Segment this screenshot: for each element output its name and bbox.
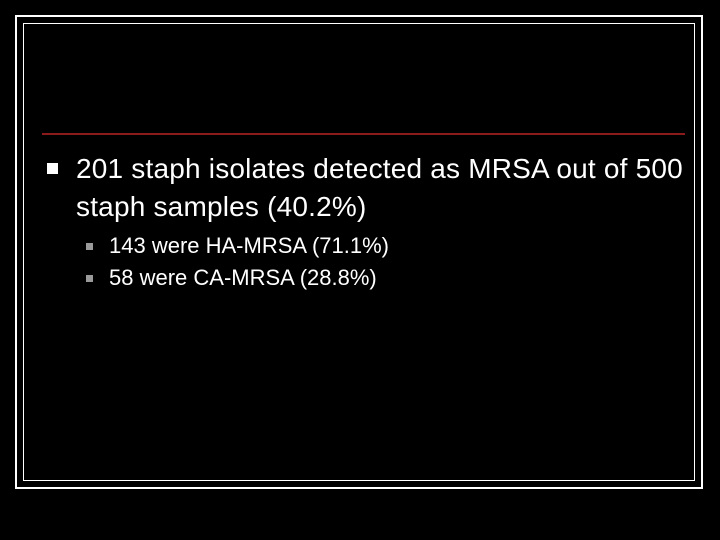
title-divider-line [42,133,685,135]
small-square-bullet-icon [86,243,93,250]
small-square-bullet-icon [86,275,93,282]
sub-bullet-text: 58 were CA-MRSA (28.8%) [109,265,377,290]
sub-bullet-list [86,230,686,294]
bullet-item [47,150,687,226]
square-bullet-icon [47,163,58,174]
sub-bullet-text: 143 were HA-MRSA (71.1%) [109,233,389,258]
bullet-text: 201 staph isolates detected as MRSA out of 500 staph samples (40.2%) [76,153,683,222]
sub-bullet-item [86,262,686,294]
sub-bullet-item [86,230,686,262]
